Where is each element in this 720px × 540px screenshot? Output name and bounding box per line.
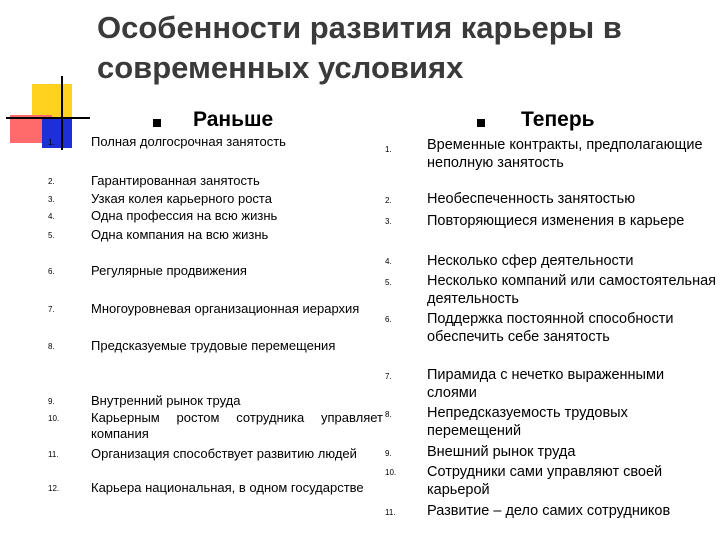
before-number: 1. xyxy=(48,138,55,147)
before-item: Гарантированная занятость xyxy=(91,173,260,188)
now-item: Повторяющиеся изменения в карьере xyxy=(427,213,685,229)
now-item: Временные контракты, предполагающие неполную занятость xyxy=(427,137,703,171)
now-item: Внешний рынок труда xyxy=(427,444,576,460)
decor-horizontal-line xyxy=(6,117,90,119)
now-number: 11. xyxy=(385,508,396,517)
now-number: 2. xyxy=(385,196,392,205)
heading-before: Раньше xyxy=(193,108,274,131)
now-item: Поддержка постоянной способности обеспечить себе занятость xyxy=(427,311,674,345)
now-number: 10. xyxy=(385,468,397,477)
now-item: Развитие – дело самих сотрудников xyxy=(427,503,671,519)
now-number: 4. xyxy=(385,257,392,266)
now-number: 1. xyxy=(385,145,392,154)
decor-vertical-line xyxy=(61,76,63,150)
now-item: Непредсказуемость трудовых перемещений xyxy=(427,405,628,439)
before-number: 10. xyxy=(48,414,60,423)
before-item: Одна профессия на всю жизнь xyxy=(91,208,278,223)
before-number: 7. xyxy=(48,305,55,314)
before-number: 2. xyxy=(48,177,55,186)
before-number: 8. xyxy=(48,342,55,351)
now-item: Несколько сфер деятельности xyxy=(427,253,634,269)
heading-now: Теперь xyxy=(521,108,595,131)
before-item: Многоуровневая организационная иерархия xyxy=(91,301,360,316)
now-number: 5. xyxy=(385,278,392,287)
now-number: 6. xyxy=(385,315,392,324)
now-item: Необеспеченность занятостью xyxy=(427,191,636,207)
before-number: 4. xyxy=(48,212,55,221)
now-item: Пирамида с нечетко выраженными слоями xyxy=(427,367,665,401)
before-number: 9. xyxy=(48,397,55,406)
before-number: 6. xyxy=(48,267,55,276)
before-number: 12. xyxy=(48,484,60,493)
before-item: Предсказуемые трудовые перемещения xyxy=(91,338,336,353)
before-item: Внутренний рынок труда xyxy=(91,393,241,408)
before-item: Полная долгосрочная занятость xyxy=(91,134,286,149)
bullet-now-icon xyxy=(477,119,485,127)
now-item: Сотрудники сами управляют своей карьерой xyxy=(427,464,663,498)
now-item: Несколько компаний или самостоятельная деятельность xyxy=(427,273,717,307)
before-number: 3. xyxy=(48,195,55,204)
now-number: 3. xyxy=(385,217,392,226)
before-item: Узкая колея карьерного роста xyxy=(91,191,272,206)
now-number: 9. xyxy=(385,449,392,458)
before-item: Одна компания на всю жизнь xyxy=(91,227,269,242)
before-item: Карьера национальная, в одном государстве xyxy=(91,480,364,495)
slide-title: Особенности развития карьеры в современных условиях xyxy=(97,10,622,85)
decor-blue-square xyxy=(42,118,72,148)
bullet-before-icon xyxy=(153,119,161,127)
before-item: Регулярные продвижения xyxy=(91,263,247,278)
before-item: Карьерным ростом сотрудника управляет компания xyxy=(91,410,383,441)
now-number: 8. xyxy=(385,410,392,419)
before-number: 11. xyxy=(48,450,59,459)
now-number: 7. xyxy=(385,372,392,381)
before-item: Организация способствует развитию людей xyxy=(91,446,357,461)
before-number: 5. xyxy=(48,231,55,240)
